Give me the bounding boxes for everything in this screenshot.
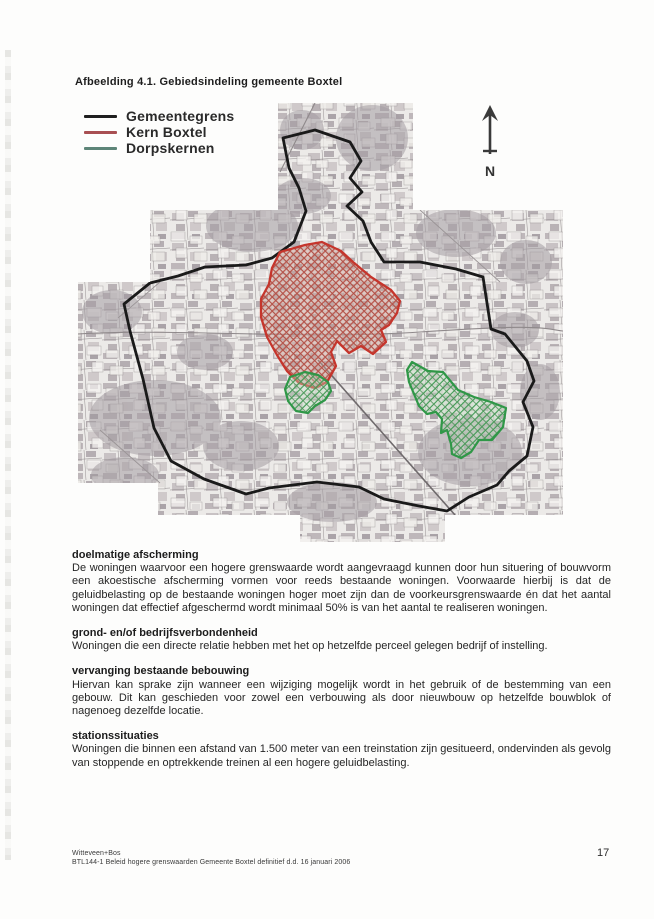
section-body: Woningen die binnen een afstand van 1.500 meter van een treinstation zijn gesitueerd, ondervinden als gevolg van stoppende en optrekkende treinen al een hogere geluidbelasting. (72, 743, 611, 769)
section-heading: vervanging bestaande bebouwing (72, 665, 250, 678)
footer-document-reference: BTL144-1 Beleid hogere grenswaarden Gemeente Boxtel definitief d.d. 16 januari 2006 (72, 859, 351, 866)
section-heading: stationssituaties (72, 730, 159, 743)
legend-label: Kern Boxtel (126, 124, 207, 140)
page-number: 17 (597, 847, 610, 859)
section-grond-bedrijfsverbondenheid (72, 627, 611, 653)
scan-edge-artifact (5, 50, 11, 860)
north-label: N (484, 163, 496, 179)
map-base-texture (70, 95, 570, 550)
section-stationssituaties (72, 730, 611, 770)
section-vervanging-bebouwing (72, 665, 611, 718)
section-heading: grond- en/of bedrijfsverbondenheid (72, 627, 258, 640)
section-body: Woningen die een directe relatie hebben met het op hetzelfde perceel gelegen bedrijf of instelling. (72, 640, 548, 653)
footer-organization: Witteveen+Bos (72, 850, 121, 857)
section-body: Hiervan kan sprake zijn wanneer een wijziging mogelijk wordt in het gebruik of de bestemming van een gebouw. Dit kan geschieden voor zowel een verbouwing als door nieuwbouw op hetzelfde bouwblok of nagenoeg dezelfde locatie. (72, 678, 611, 718)
section-doelmatige-afscherming (72, 549, 611, 615)
footer (72, 849, 492, 867)
map-figure (70, 95, 570, 550)
figure-caption: Afbeelding 4.1. Gebiedsindeling gemeente Boxtel (75, 76, 343, 88)
map-svg (70, 95, 570, 550)
legend-label: Gemeentegrens (126, 108, 235, 124)
section-heading: doelmatige afscherming (72, 549, 199, 561)
legend-label: Dorpskernen (126, 140, 215, 156)
section-body: De woningen waarvoor een hogere grenswaarde wordt aangevraagd kunnen door hun situering of bouwvorm een akoestische afscherming vormen voor reeds bestaande woningen. Voorwaarde hierbij is dat de geluidbelasting op de bestaande woningen hoger moet zijn dan de voorkeursgrenswaarde én dat het aantal woningen dat effectief afgeschermd wordt minimaal 50% is van het aantal te realiseren woningen. (72, 562, 611, 614)
body-text (72, 549, 611, 780)
